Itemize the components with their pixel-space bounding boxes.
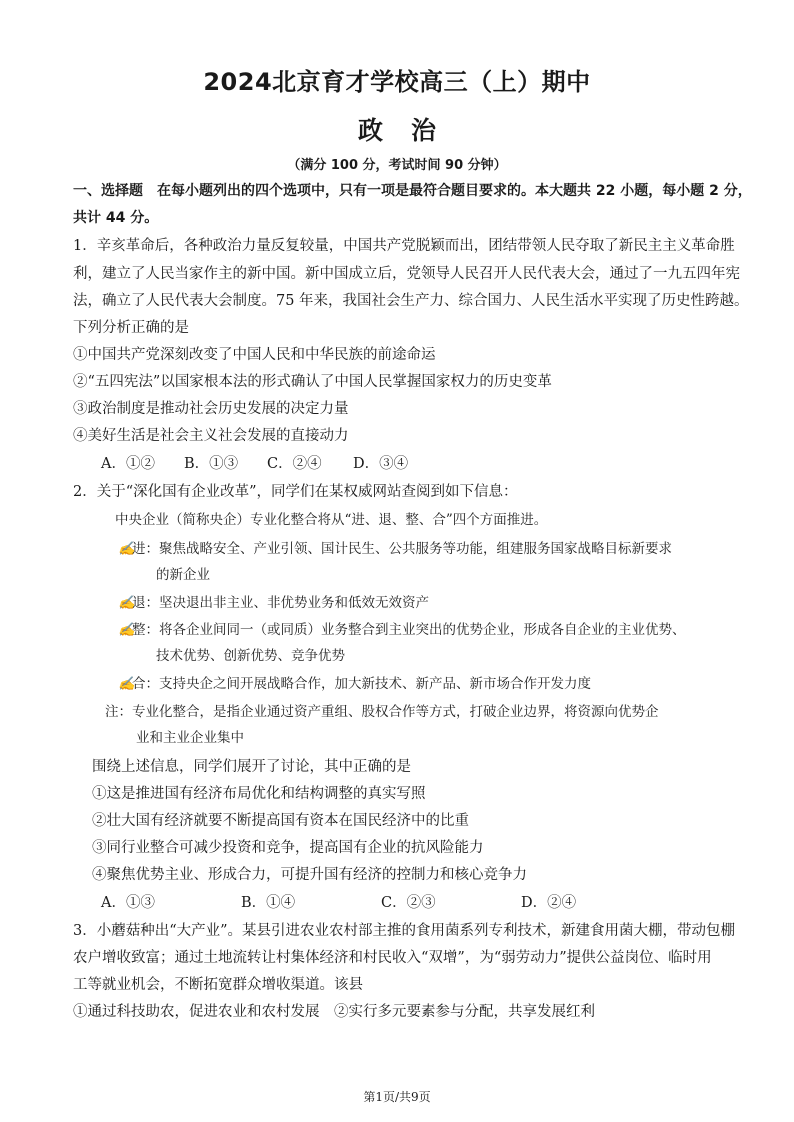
q2-item: ①这是推进国有经济布局优化和结构调整的真实写照	[92, 786, 426, 802]
q2-box-he-text: 合：支持央企之间开展战略合作，加大新技术、新产品、新市场合作开发力度	[132, 676, 591, 692]
q1-stem-line: 下列分析正确的是	[73, 320, 189, 336]
pen-icon: ✍	[118, 595, 135, 611]
q2-options	[101, 893, 576, 913]
q3-stem-line: 工等就业机会，不断拓宽群众增收渠道。该县	[73, 977, 363, 993]
q2-box-note: 注：专业化整合，是指企业通过资产重组、股权合作等方式，打破企业边界，将资源向优势企	[105, 704, 659, 720]
pen-icon: ✍	[118, 622, 135, 638]
q2-box-jin-cont: 的新企业	[156, 567, 210, 583]
q2-question: 围绕上述信息，同学们展开了讨论，其中正确的是	[92, 759, 411, 775]
q2-box-intro: 中央企业（简称央企）专业化整合将从“进、退、整、合”四个方面推进。	[115, 512, 548, 528]
q2-option-d[interactable]: D．②④	[521, 895, 577, 911]
q2-box-zheng-cont: 技术优势、创新优势、竞争优势	[156, 648, 345, 664]
page-title: 2024北京育才学校高三（上）期中	[203, 68, 591, 96]
q3-stem-line: 农户增收致富；通过土地流转让村集体经济和村民收入“双增”，为“弱劳动力”提供公益岗位、临时用	[73, 950, 712, 966]
q1-option-c[interactable]: C．②④	[267, 456, 322, 472]
q2-item: ③同行业整合可减少投资和竞争，提高国有企业的抗风险能力	[92, 840, 484, 856]
section-heading-line1: 一、选择题 在每小题列出的四个选项中，只有一项是最符合题目要求的。本大题共 22 小题，每小题 2 分，	[73, 183, 752, 199]
q1-stem-line: 1．辛亥革命后，各种政治力量反复较量，中国共产党脱颖而出，团结带领人民夺取了新民主主义革命胜	[73, 238, 735, 254]
q1-stem-line: 法，确立了人民代表大会制度。75 年来，我国社会生产力、综合国力、人民生活水平实现了历史性跨越。	[73, 293, 749, 309]
q3-stem-line: 3．小蘑菇种出“大产业”。某县引进农业农村部主推的食用菌系列专利技术，新建食用菌大棚，带动包棚	[73, 923, 736, 939]
q2-item: ②壮大国有经济就要不断提高国有资本在国民经济中的比重	[92, 813, 469, 829]
q2-item: ④聚焦优势主业、形成合力，可提升国有经济的控制力和核心竞争力	[92, 867, 527, 883]
q3-item-line: ①通过科技助农，促进农业和农村发展 ②实行多元要素参与分配，共享发展红利	[73, 1004, 595, 1020]
q2-box-tui-text: 退：坚决退出非主业、非优势业务和低效无效资产	[132, 595, 429, 611]
exam-note: （满分 100 分，考试时间 90 分钟）	[287, 158, 507, 173]
q1-item: ③政治制度是推动社会历史发展的决定力量	[73, 401, 349, 417]
q2-option-a[interactable]: A．①③	[101, 895, 155, 911]
q1-stem-line: 利，建立了人民当家作主的新中国。新中国成立后，党领导人民召开人民代表大会，通过了一九五四年宪	[73, 266, 740, 282]
q2-box-note-cont: 业和主业企业集中	[136, 730, 244, 746]
pen-icon: ✍	[118, 541, 135, 557]
q1-item: ④美好生活是社会主义社会发展的直接动力	[73, 428, 349, 444]
subject-title: 政治	[357, 116, 464, 145]
q1-options	[101, 454, 408, 474]
pen-icon: ✍	[118, 676, 135, 692]
q1-option-b[interactable]: B．①③	[184, 456, 239, 472]
q2-stem: 2．关于“深化国有企业改革”，同学们在某权威网站查阅到如下信息：	[73, 484, 518, 500]
q2-option-c[interactable]: C．②③	[381, 895, 436, 911]
q2-box-jin-text: 进：聚焦战略安全、产业引领、国计民生、公共服务等功能，组建服务国家战略目标新要求	[132, 541, 672, 557]
q2-box-tui	[118, 593, 429, 613]
q2-box-jin	[118, 539, 672, 559]
q2-box-zheng-text: 整：将各企业间同一（或同质）业务整合到主业突出的优势企业，形成各自企业的主业优势、	[132, 622, 686, 638]
q1-item: ②“五四宪法”以国家根本法的形式确认了中国人民掌握国家权力的历史变革	[73, 374, 552, 390]
q2-box-he	[118, 674, 591, 694]
q1-option-d[interactable]: D．③④	[353, 456, 409, 472]
q2-option-b[interactable]: B．①④	[241, 895, 296, 911]
q1-item: ①中国共产党深刻改变了中国人民和中华民族的前途命运	[73, 347, 436, 363]
q2-box-zheng	[118, 620, 686, 640]
q1-option-a[interactable]: A．①②	[101, 456, 155, 472]
section-heading-line2: 共计 44 分。	[73, 210, 159, 226]
page-footer: 第1页/共9页	[363, 1090, 431, 1104]
